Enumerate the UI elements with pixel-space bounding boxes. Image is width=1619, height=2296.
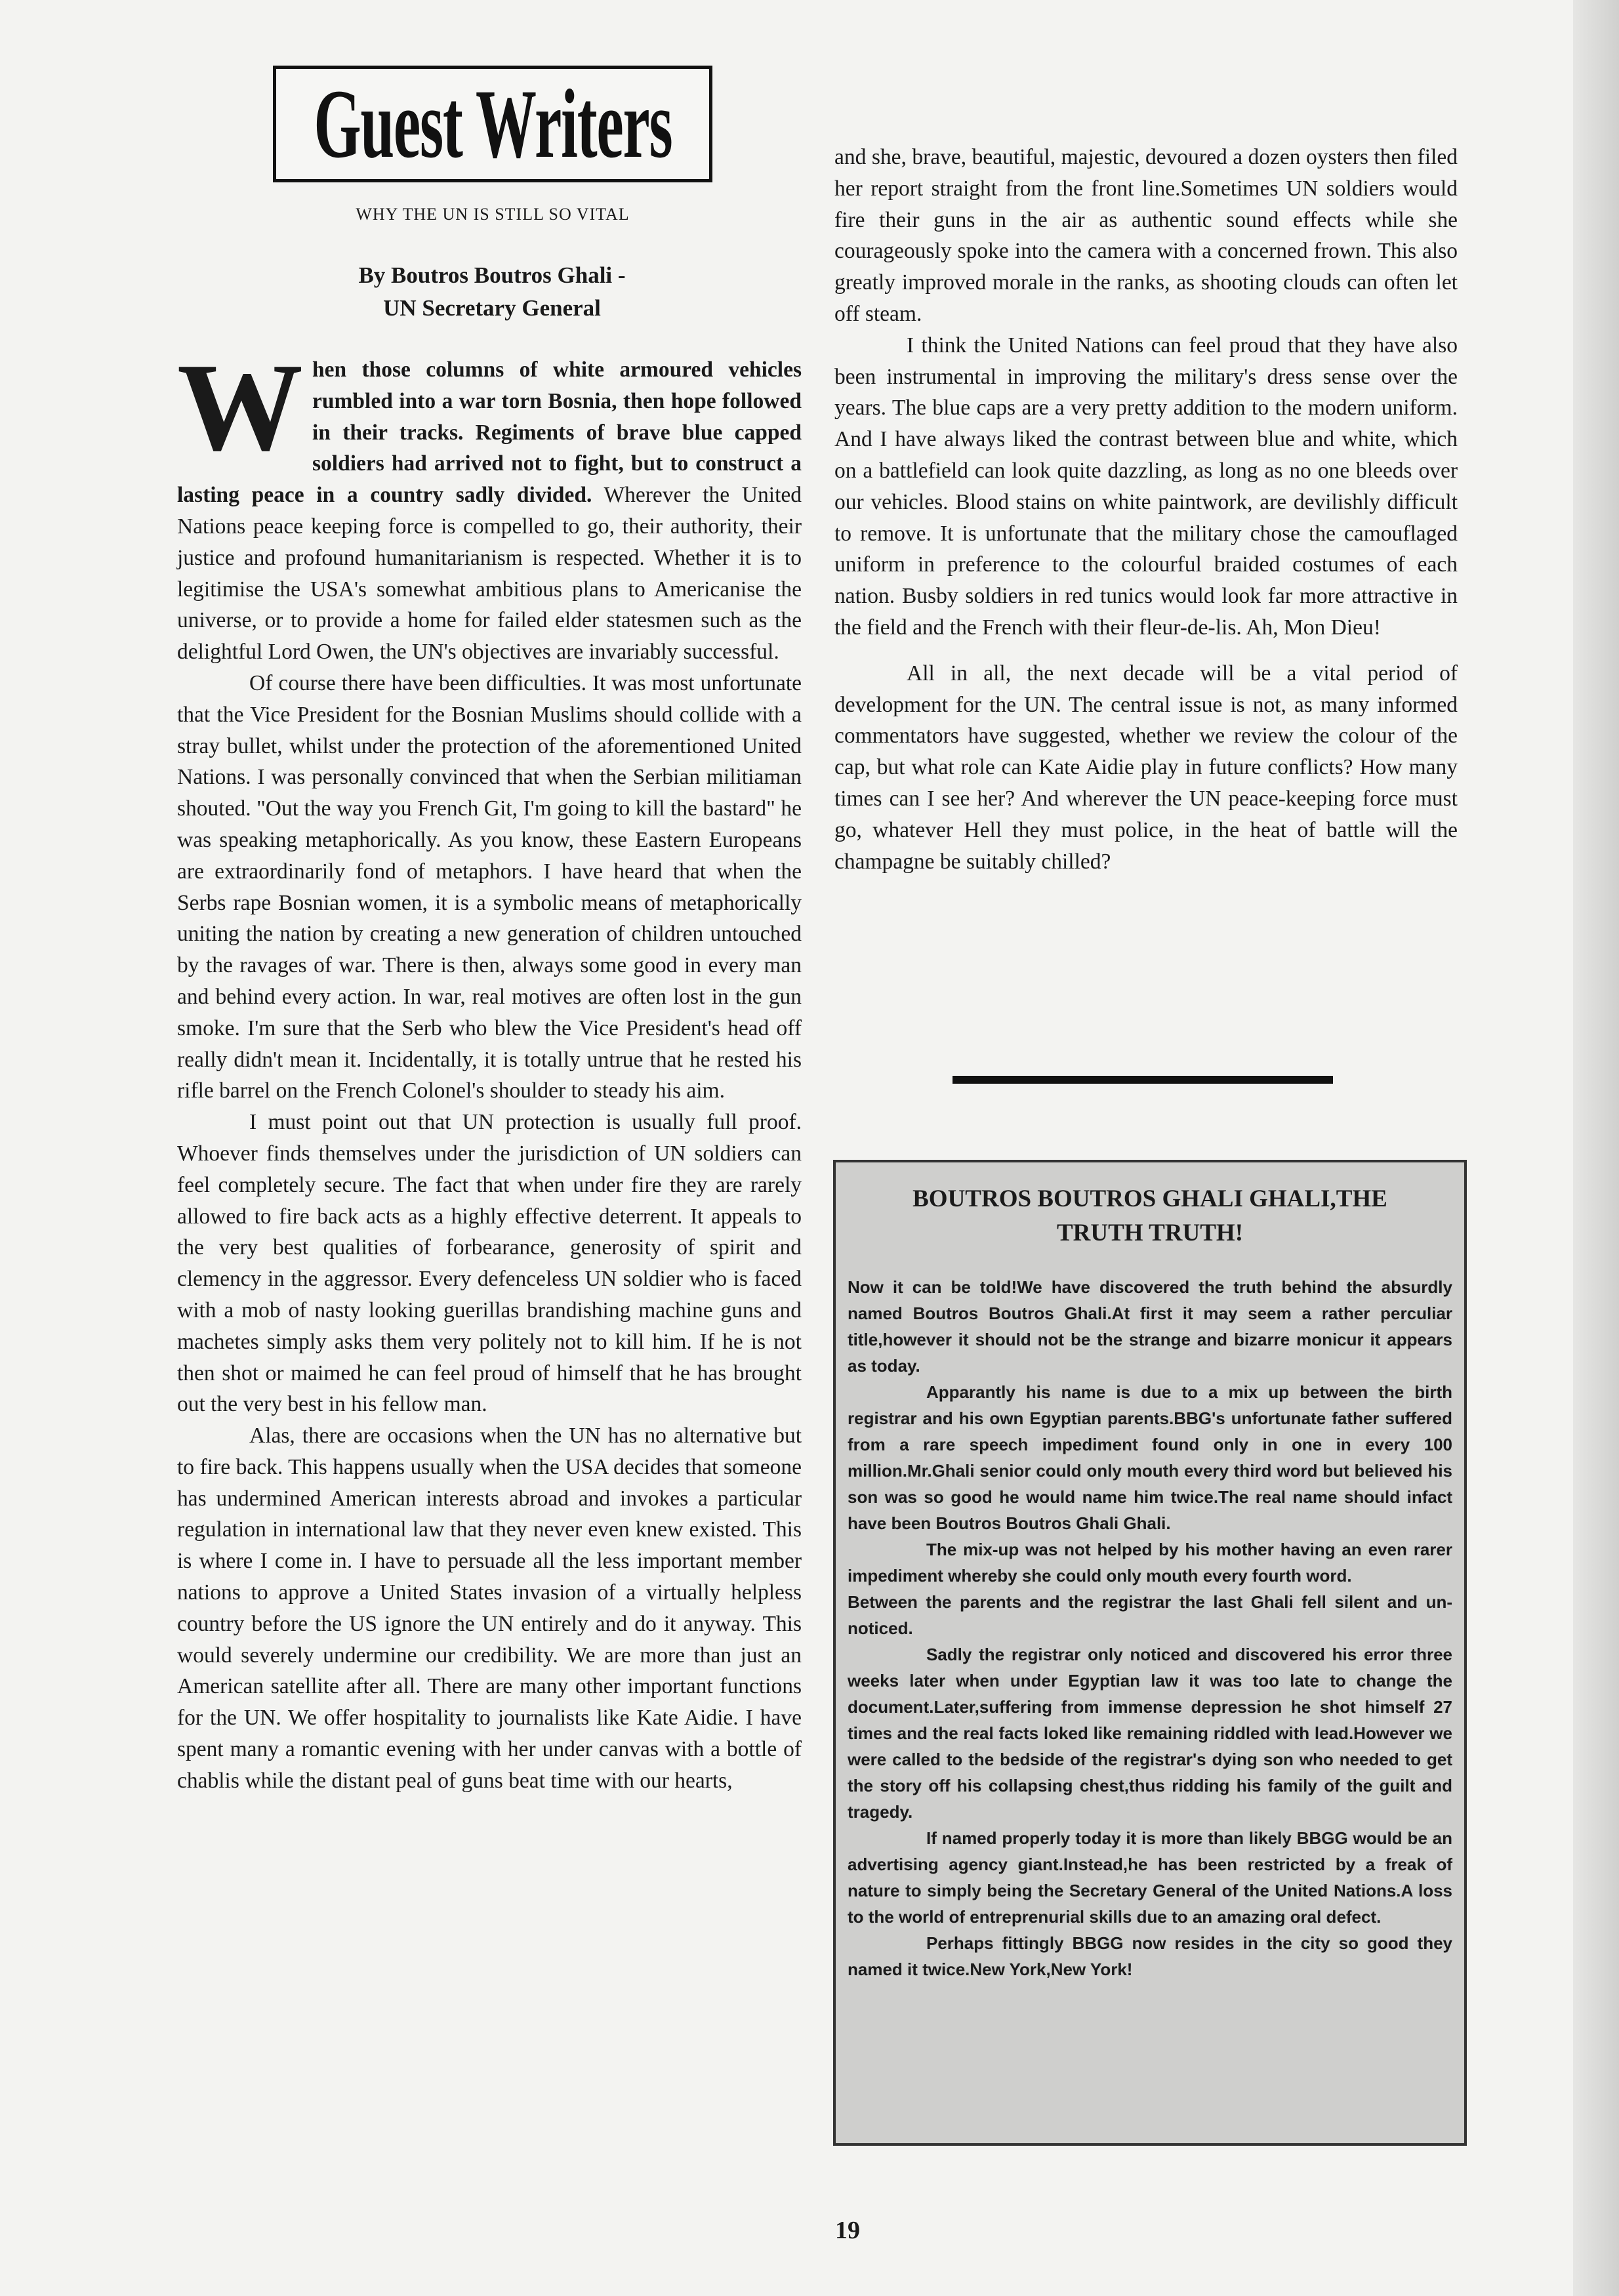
byline-name: By Boutros Boutros Ghali - xyxy=(358,262,626,288)
page-edge-shadow xyxy=(1573,0,1619,2296)
article-paragraph-5: I think the United Nations can feel proud that they have also been instrumental in improving the military's dress sense over the years. The blue caps are a very pretty addition to the modern uniform. And I have always liked the contrast between blue and white, which on a battlefield can look quite dazzling, as long as no one bleeds over our vehicles. Blood stains on white paintwork, are devilishly difficult to remove. It is unfortunate that the military chose the camouflaged uniform in preference to the colourful braided costumes of each nation. Busby soldiers in red tunics would look far more attractive in the field and the French with their fleur-de-lis. Ah, Mon Dieu! xyxy=(834,333,1458,640)
drop-cap: W xyxy=(177,337,303,477)
sidebar-paragraph-4: Between the parents and the registrar the last Ghali fell silent and un-noticed. xyxy=(848,1592,1452,1638)
sidebar-title-line-1: BOUTROS BOUTROS GHALI GHALI,THE xyxy=(912,1185,1387,1212)
sidebar-box xyxy=(833,1160,1467,2146)
article-column-right xyxy=(834,142,1458,877)
byline-role: UN Secretary General xyxy=(383,295,601,321)
article-paragraph-6: All in all, the next decade will be a vital period of development for the UN. The central issue is not, as many informed commentators have suggested, whether we review the colour of the cap, but what role can Kate Aidie play in future conflicts? How many times can I see her? And wherever the UN peace-keeping force must go, whatever Hell they must police, in the heat of battle will the champagne be suitably chilled? xyxy=(834,661,1458,874)
article-paragraph-3: I must point out that UN protection is usually full proof. Whoever finds themselves under the jurisdiction of UN soldiers can feel completely secure. The fact that when under fire they are rarely allowed to fire back acts as a highly effective deterrent. It appeals to the very best qualities of forbearance, generosity of spirit and clemency in the aggressor. Every defenceless UN soldier who is faced with a mob of nasty looking guerillas brandishing machine guns and machetes simply asks them very politely not to kill him. If he is not then shot or maimed he can feel proud of himself that he has brought out the very best in his fellow man. xyxy=(177,1110,802,1417)
page-number: 19 xyxy=(835,2217,860,2244)
article-paragraph-4: Alas, there are occasions when the UN has no alternative but to fire back. This happens usually when the USA decides that someone has undermined American interests abroad and invokes a particular regulation in international law that they never even knew existed. This is where I come in. I have to persuade all the less important member nations to approve a United States invasion of a virtually helpless country before the US ignore the UN entirely and do it anyway. This would severely undermine our credibility. We are more than just an American satellite after all. There are many other important functions for the UN. We offer hospitality to journalists like Kate Aidie. I have spent many a romantic evening with her under canvas with a bottle of chablis while the distant peal of guns beat time with our hearts, xyxy=(177,1424,802,1793)
article-paragraph-1 xyxy=(177,337,802,668)
byline xyxy=(230,259,754,325)
article-paragraph-1-body: Wherever the United Nations peace keeping force is compelled to go, their authority, their justice and profound humanitarianism is respected. Whether it is to legitimise the USA's somewhat ambitious plans to Americanise the universe, or to provide a home for failed elder statesmen such as the delightful Lord Owen, the UN's objectives are invariably successful. xyxy=(177,483,802,665)
sidebar-paragraph-6: If named properly today it is more than likely BBGG would be an advertising agency giant.Instead,he has been restricted by a freak of nature to simply being the Secretary General of the United Nations.A loss to the world of entreprenurial skills due to an amazing oral defect. xyxy=(848,1828,1452,1927)
section-divider xyxy=(953,1076,1333,1084)
sidebar-body xyxy=(848,1274,1452,1982)
article-subtitle: WHY THE UN IS STILL SO VITAL xyxy=(356,205,630,224)
article-paragraph-2: Of course there have been difficulties. It was most unfortunate that the Vice President for the Bosnian Muslims should collide with a stray bullet, whilst under the protection of the aforementioned United Nations. I was personally convinced that when the Serbian militiaman shouted. "Out the way you French Git, I'm going to kill the bastard" he was speaking metaphorically. As you know, these Eastern Europeans are extraordinarily fond of metaphors. I have heard that when the Serbs rape Bosnian women, it is a symbolic means of metaphorically uniting the nation by creating a new generation of children untouched by the ravages of war. There is then, always some good in every man and behind every action. In war, real motives are often lost in the gun smoke. I'm sure that the Serb who blew the Vice President's head off really didn't mean it. Incidentally, it is totally untrue that he rested his rifle barrel on the French Colonel's shoulder to steady his aim. xyxy=(177,670,802,1103)
page-title: Guest Writers xyxy=(313,70,672,178)
sidebar-paragraph-2: Apparantly his name is due to a mix up between the birth registrar and his own Egyptian parents.BBG's unfortunate father suffered from a rare speech impediment found only in one in every 100 million.Mr.Ghali senior could only mouth every third word but believed his son was so good he would name him twice.The real name should infact have been Boutros Boutros Ghali Ghali. xyxy=(848,1382,1452,1533)
sidebar-paragraph-1: Now it can be told!We have discovered the truth behind the absurdly named Boutros Boutros Ghali.At first it may seem a rather perculiar title,however it should not be the strange and bizarre monicur it appears as today. xyxy=(848,1277,1452,1376)
sidebar-paragraph-5: Sadly the registrar only noticed and discovered his error three weeks later when under Egyptian law it was too late to change the document.Later,suffering from immense depression he shot himself 27 times and the real facts loked like remaining riddled with lead.However we were called to the bedside of the registrar's dying son who needed to get the story off his collapsing chest,thus ridding his family of the guilt and tragedy. xyxy=(848,1645,1452,1822)
masthead-box xyxy=(273,66,712,182)
article-paragraph-4-continued: and she, brave, beautiful, majestic, devoured a dozen oysters then filed her report straight from the front line.Sometimes UN soldiers would fire their guns in the air as authentic sound effects while she courageously spoke into the camera with a concerned frown. This also greatly improved morale in the ranks, as shooting clouds can often let off steam. xyxy=(834,145,1458,326)
sidebar-paragraph-3: The mix-up was not helped by his mother having an even rarer impediment whereby she could only mouth every fourth word. xyxy=(848,1540,1452,1586)
sidebar-paragraph-7: Perhaps fittingly BBGG now resides in the city so good they named it twice.New York,New York! xyxy=(848,1933,1452,1979)
article-lead: hen those columns of white armoured vehicles rumbled into a war torn Bosnia, then hope followed in their tracks. Regiments of brave blue capped soldiers had arrived not to fight, but to construct a lasting peace in a country sadly divided. xyxy=(177,358,802,508)
article-column-left xyxy=(177,337,802,1797)
sidebar-title xyxy=(848,1182,1452,1250)
sidebar-title-line-2: TRUTH TRUTH! xyxy=(1056,1220,1244,1246)
